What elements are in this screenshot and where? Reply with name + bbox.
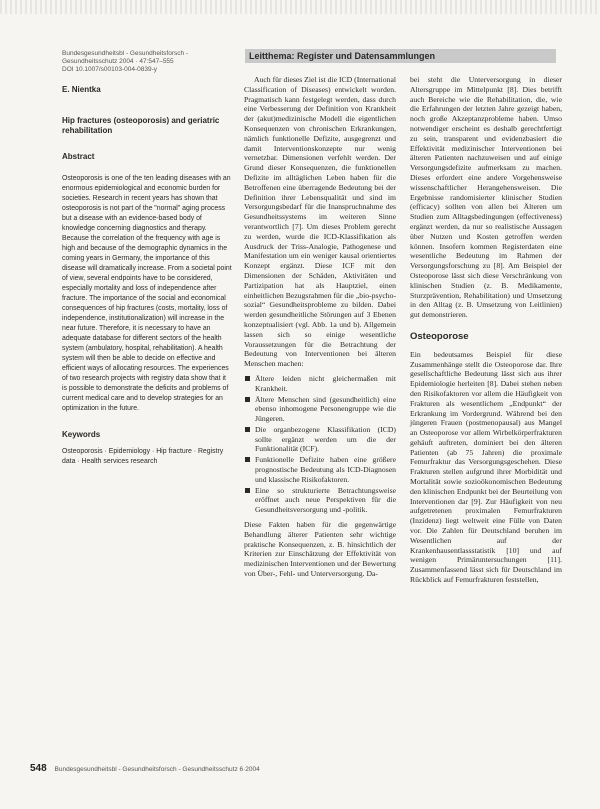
- section-heading: Osteoporose: [410, 330, 469, 342]
- keywords-text: Osteoporosis · Epidemiology · Hip fracture · Registry data · Health services research: [62, 448, 224, 465]
- abstract-heading: Abstract: [62, 152, 95, 161]
- scan-edge: [0, 0, 600, 14]
- bullet-item: Ältere leiden nicht gleichermaßen mit Krankheit.: [244, 374, 396, 394]
- journal-meta-line: Bundesgesundheitsbl - Gesundheitsforsch -: [62, 50, 189, 57]
- body-paragraph: Ein bedeutsames Beispiel für diese Zusammenhänge stellt die Osteoporose dar. Ihre gesellschaftliche Bedeutung lässt sich aus ihrer Epidemiologie herleiten [8]. Dabei stehen neben den Risikofaktoren vor allem die Häufigkeit von Frakturen als wesentlichem „Endpunkt“ der Erkrankung im Vordergrund. Während bei den jüngeren Frauen (postmenopausal) aus Mangel an Osteoporose vor allem Wirbelkörperfrakturen gehäuft auftreten, dominiert bei den älteren Patienten (ab 75 Jahren) die proximale Femurfraktur das Versorgungsgeschehen. Diese Frakturen stellen aufgrund ihrer Morbidität und Mortalität sowie sozioökonomischen Bedeutung den klinischen Endpunkt bei der Beurteilung von Interventionen dar [9]. Zur Häufigkeit von neu aufgetretenen proximalen Femurfrakturen (Inzidenz) liegt weltweit eine Fülle von Daten vor. Die Zahlen für Deutschland beruhen im Wesentlichen auf der Krankenhausentlassstatistik [10] und auf wenigen Primäruntersuchungen [11]. Zusammenfassend lässt sich für Deutschland im Rückblick auf Femurfrakturen feststellen,: [410, 349, 562, 585]
- page-footer: [30, 763, 570, 774]
- body-column-2: [244, 75, 396, 579]
- abstract-text: Osteoporosis is one of the ten leading diseases with an enormous epidemiological and economic burden for societies. Research in recent years has shown that osteoporosis is not part of the "normal" aging process but a disease with an evidence-based body of knowledge concerning diagnostics and therapy. Because the correlation of the frequency with age is high and because of the demographic dynamics in the coming years in Germany, the importance of this disease will dramatically increase. From a societal point of view, several endpoints have to be considered, especially mortality and loss of independence after fracture. The importance of the social and economical consequences of hip fractures (costs, mortality, loss of independence, institutionalization) will increase in the near future. Therefore, it is necessary to have an adequate database for different sectors of the health system (ambulatory, hospital, rehabilitation). A health system will then be able to decide on effective and efficient ways of allocating resources. The experiences of two research projects with registry data show that it is possible to demonstrate the deficits and problems of current medical care and to develop strategies for an optimization in the future.: [62, 175, 232, 412]
- body-paragraph: Diese Fakten haben für die gegenwärtige Behandlung älterer Patienten sehr wichtige praktische Konsequenzen, z. B. hinsichtlich der Kriterien zur Einschätzung der Effektivität von medizinischen Interventionen und der Bewertung von Über-, Fehl- und Unterversorgung. Da-: [244, 520, 396, 579]
- bullet-list: [244, 374, 396, 515]
- page-number: 548: [30, 763, 47, 774]
- bullet-item: Eine so strukturierte Betrachtungsweise eröffnet auch neue Perspektiven für die Gesundheitsversorgung und -politik.: [244, 486, 396, 515]
- doi-line: DOI 10.1007/s00103-004-0839-y: [62, 66, 158, 73]
- journal-meta-line: Gesundheitsschutz 2004 · 47:547–555: [62, 58, 174, 65]
- bullet-item: Funktionelle Defizite haben eine größere prognostische Bedeutung als ICD-Diagnosen und klassische Risikofaktoren.: [244, 455, 396, 484]
- keywords-heading: Keywords: [62, 430, 101, 439]
- body-paragraph: bei steht die Unterversorgung in dieser Altersgruppe im Mittelpunkt [8]. Dies betrifft auch Bereiche wie die Rehabilitation, die, wie die Erfahrungen der letzten Jahre gezeigt haben, noch große Akzeptanzprobleme haben. Umso notwendiger erscheint es deshalb gerechtfertigt zu sein, transparent und evidenzbasiert die Effektivität medizinischer Interventionen bei älteren Patienten nachzuweisen und auf einige Versorgungsdefizite aufmerksam zu machen. Dieses erfordert eine andere Vorgehensweise wissenschaftlicher Herangehensweisen. Die Ergebnisse randomisierter klinischer Studien (efficacy) sollten von allen bei Älteren um Studien zum Alltagsbedingungen (effectiveness) ergänzt werden, da nur so realistische Aussagen über Nutzen und Kosten getroffen werden können. Insofern kommen Registerdaten eine wesentliche Bedeutung im Rahmen der Versorgungsforschung zu [8]. Am Beispiel der Osteoporose lässt sich diese Verschränkung von klinischen Studien (z. B. Medikamente, Sturzprävention, Rehabilitation) und Umsetzung in den Alltag (z. B. Umsetzung von Leitlinien) gut demonstrieren.: [410, 75, 562, 320]
- footer-journal: Bundesgesundheitsbl - Gesundheitsforsch - Gesundheitsschutz 6·2004: [54, 766, 260, 773]
- article-title: Hip fractures (osteoporosis) and geriatric rehabilitation: [62, 116, 220, 135]
- author-name: E. Nientka: [62, 85, 101, 94]
- section-banner: Leitthema: Register und Datensammlungen: [245, 49, 556, 63]
- left-column: [62, 50, 232, 467]
- body-paragraph: Auch für dieses Ziel ist die ICD (International Classification of Diseases) entwickelt worden. Pragmatisch kann festgelegt werden, dass durch eine Verbesserung der Definition von Krankheit der (akut)medizinische Modell die eigentlichen Konsequenzen von chronischen Erkrankungen, nämlich funktionelle Defizite, ausgegrenzt und damit Interventionskonzepte nur wenig vernetzbar. Dimensionen verfehlt werden. Der Grund dieser Konsequenzen, die funktionellen Defizite im alltäglichen Leben haben für die Betroffenen eine überragende Bedeutung bei der Definition ihrer Lebensqualität und sind im Versorgungsbedarf für die Inanspruchnahme des Gesundheitssystems im weiteren Sinne verantwortlich [7]. Um dieses Problem gerecht zu werden, wurde die ICD-Klassifikation als Ausdruck der Triss-Analogie, Pathogenese und Manifestation um ein weniger kausal orientiertes Konzept ergänzt. Diese ICF mit den Dimensionen der Schäden, Aktivitäten und Partizipation hat als Hauptziel, einen einheitlichen Bezugsrahmen für die „bio-psycho-sozial“ Gesundheitsprobleme zu bilden. Dabei werden gesundheitliche Störungen auf 3 Ebenen konzeptualisiert (vgl. Abb. 1a und b). Allgemein lassen sich so einige wesentliche Voraussetzungen für die Betrachtung der Bedeutung von Interventionen bei älteren Menschen machen:: [244, 75, 396, 369]
- body-column-3: [410, 75, 562, 585]
- bullet-item: Ältere Menschen sind (gesundheitlich) eine ebenso inhomogene Personengruppe wie die Jüngeren.: [244, 395, 396, 424]
- bullet-item: Die organbezogene Klassifikation (ICD) sollte ergänzt werden um die der Funktionalität (ICF).: [244, 425, 396, 454]
